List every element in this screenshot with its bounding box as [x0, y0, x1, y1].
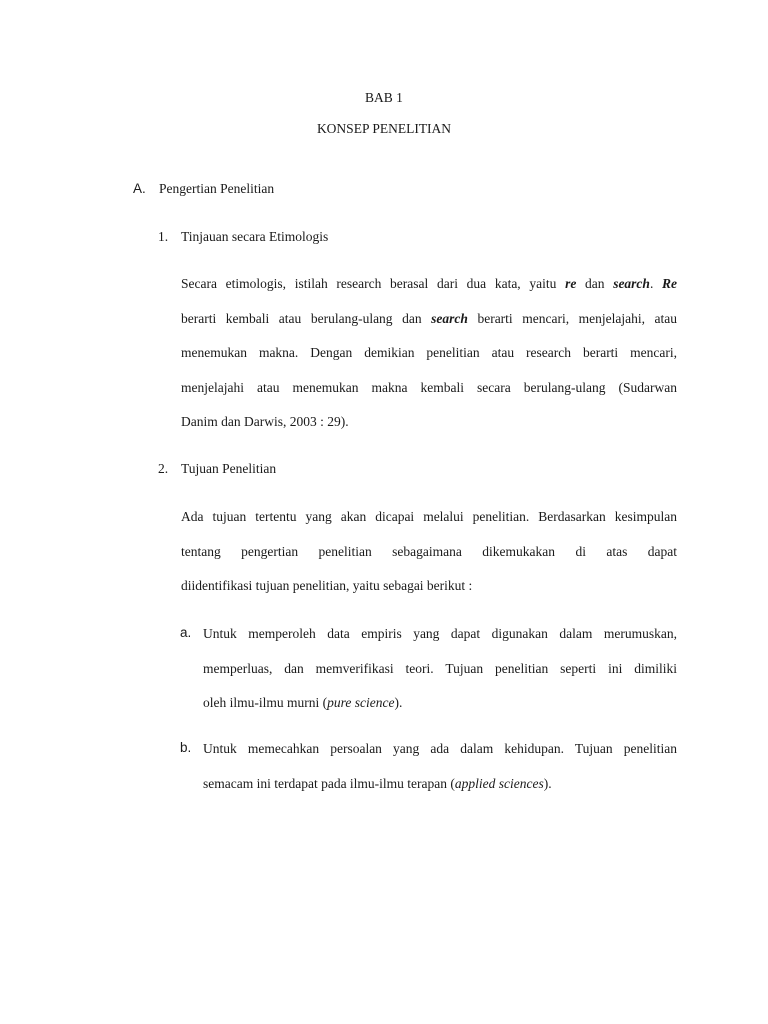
sub2-marker: 2.: [158, 461, 169, 476]
chapter-label: BAB 1: [365, 90, 403, 105]
sub1-heading: Tinjauan secara Etimologis: [181, 229, 329, 244]
sub2-para-line: Ada tujuan tertentu yang akan dicapai melalui penelitian. Berdasarkan kesimpulan: [181, 509, 677, 524]
section-a-heading: Pengertian Penelitian: [159, 181, 275, 196]
item-a-line: memperluas, dan memverifikasi teori. Tujuan penelitian seperti ini dimiliki: [203, 660, 677, 676]
sub1-para-line: Danim dan Darwis, 2003 : 29).: [181, 414, 349, 429]
sub2-heading: Tujuan Penelitian: [181, 461, 277, 476]
item-b-line: semacam ini terdapat pada ilmu-ilmu terapan (applied sciences).: [203, 775, 552, 791]
section-a-marker: A.: [133, 181, 146, 196]
sub2-para-line: diidentifikasi tujuan penelitian, yaitu sebagai berikut :: [181, 578, 473, 593]
item-a-line: oleh ilmu-ilmu murni (pure science).: [203, 695, 403, 710]
sub1-para-line: menemukan makna. Dengan demikian penelitian atau research berarti mencari,: [181, 345, 677, 360]
item-a-paragraph: [203, 617, 677, 721]
item-b-paragraph: [203, 732, 677, 801]
item-a-marker: a.: [180, 625, 192, 640]
sub2-paragraph: [181, 500, 677, 604]
sub1-para-line: menjelajahi atau menemukan makna kembali secara berulang-ulang (Sudarwan: [181, 379, 677, 395]
chapter-title: KONSEP PENELITIAN: [316, 121, 452, 136]
sub1-marker: 1.: [158, 229, 169, 244]
sub1-paragraph: [181, 267, 677, 440]
item-b-marker: b.: [180, 740, 192, 755]
item-a-line: Untuk memperoleh data empiris yang dapat digunakan dalam merumuskan,: [203, 626, 677, 641]
sub1-para-line: Secara etimologis, istilah research berasal dari dua kata, yaitu re dan search. Re: [181, 276, 677, 291]
sub2-para-line: tentang pengertian penelitian sebagaimana dikemukakan di atas dapat: [181, 543, 677, 559]
item-b-line: Untuk memecahkan persoalan yang ada dalam kehidupan. Tujuan penelitian: [203, 741, 677, 756]
sub1-para-line: berarti kembali atau berulang-ulang dan search berarti mencari, menjelajahi, atau: [181, 310, 677, 326]
